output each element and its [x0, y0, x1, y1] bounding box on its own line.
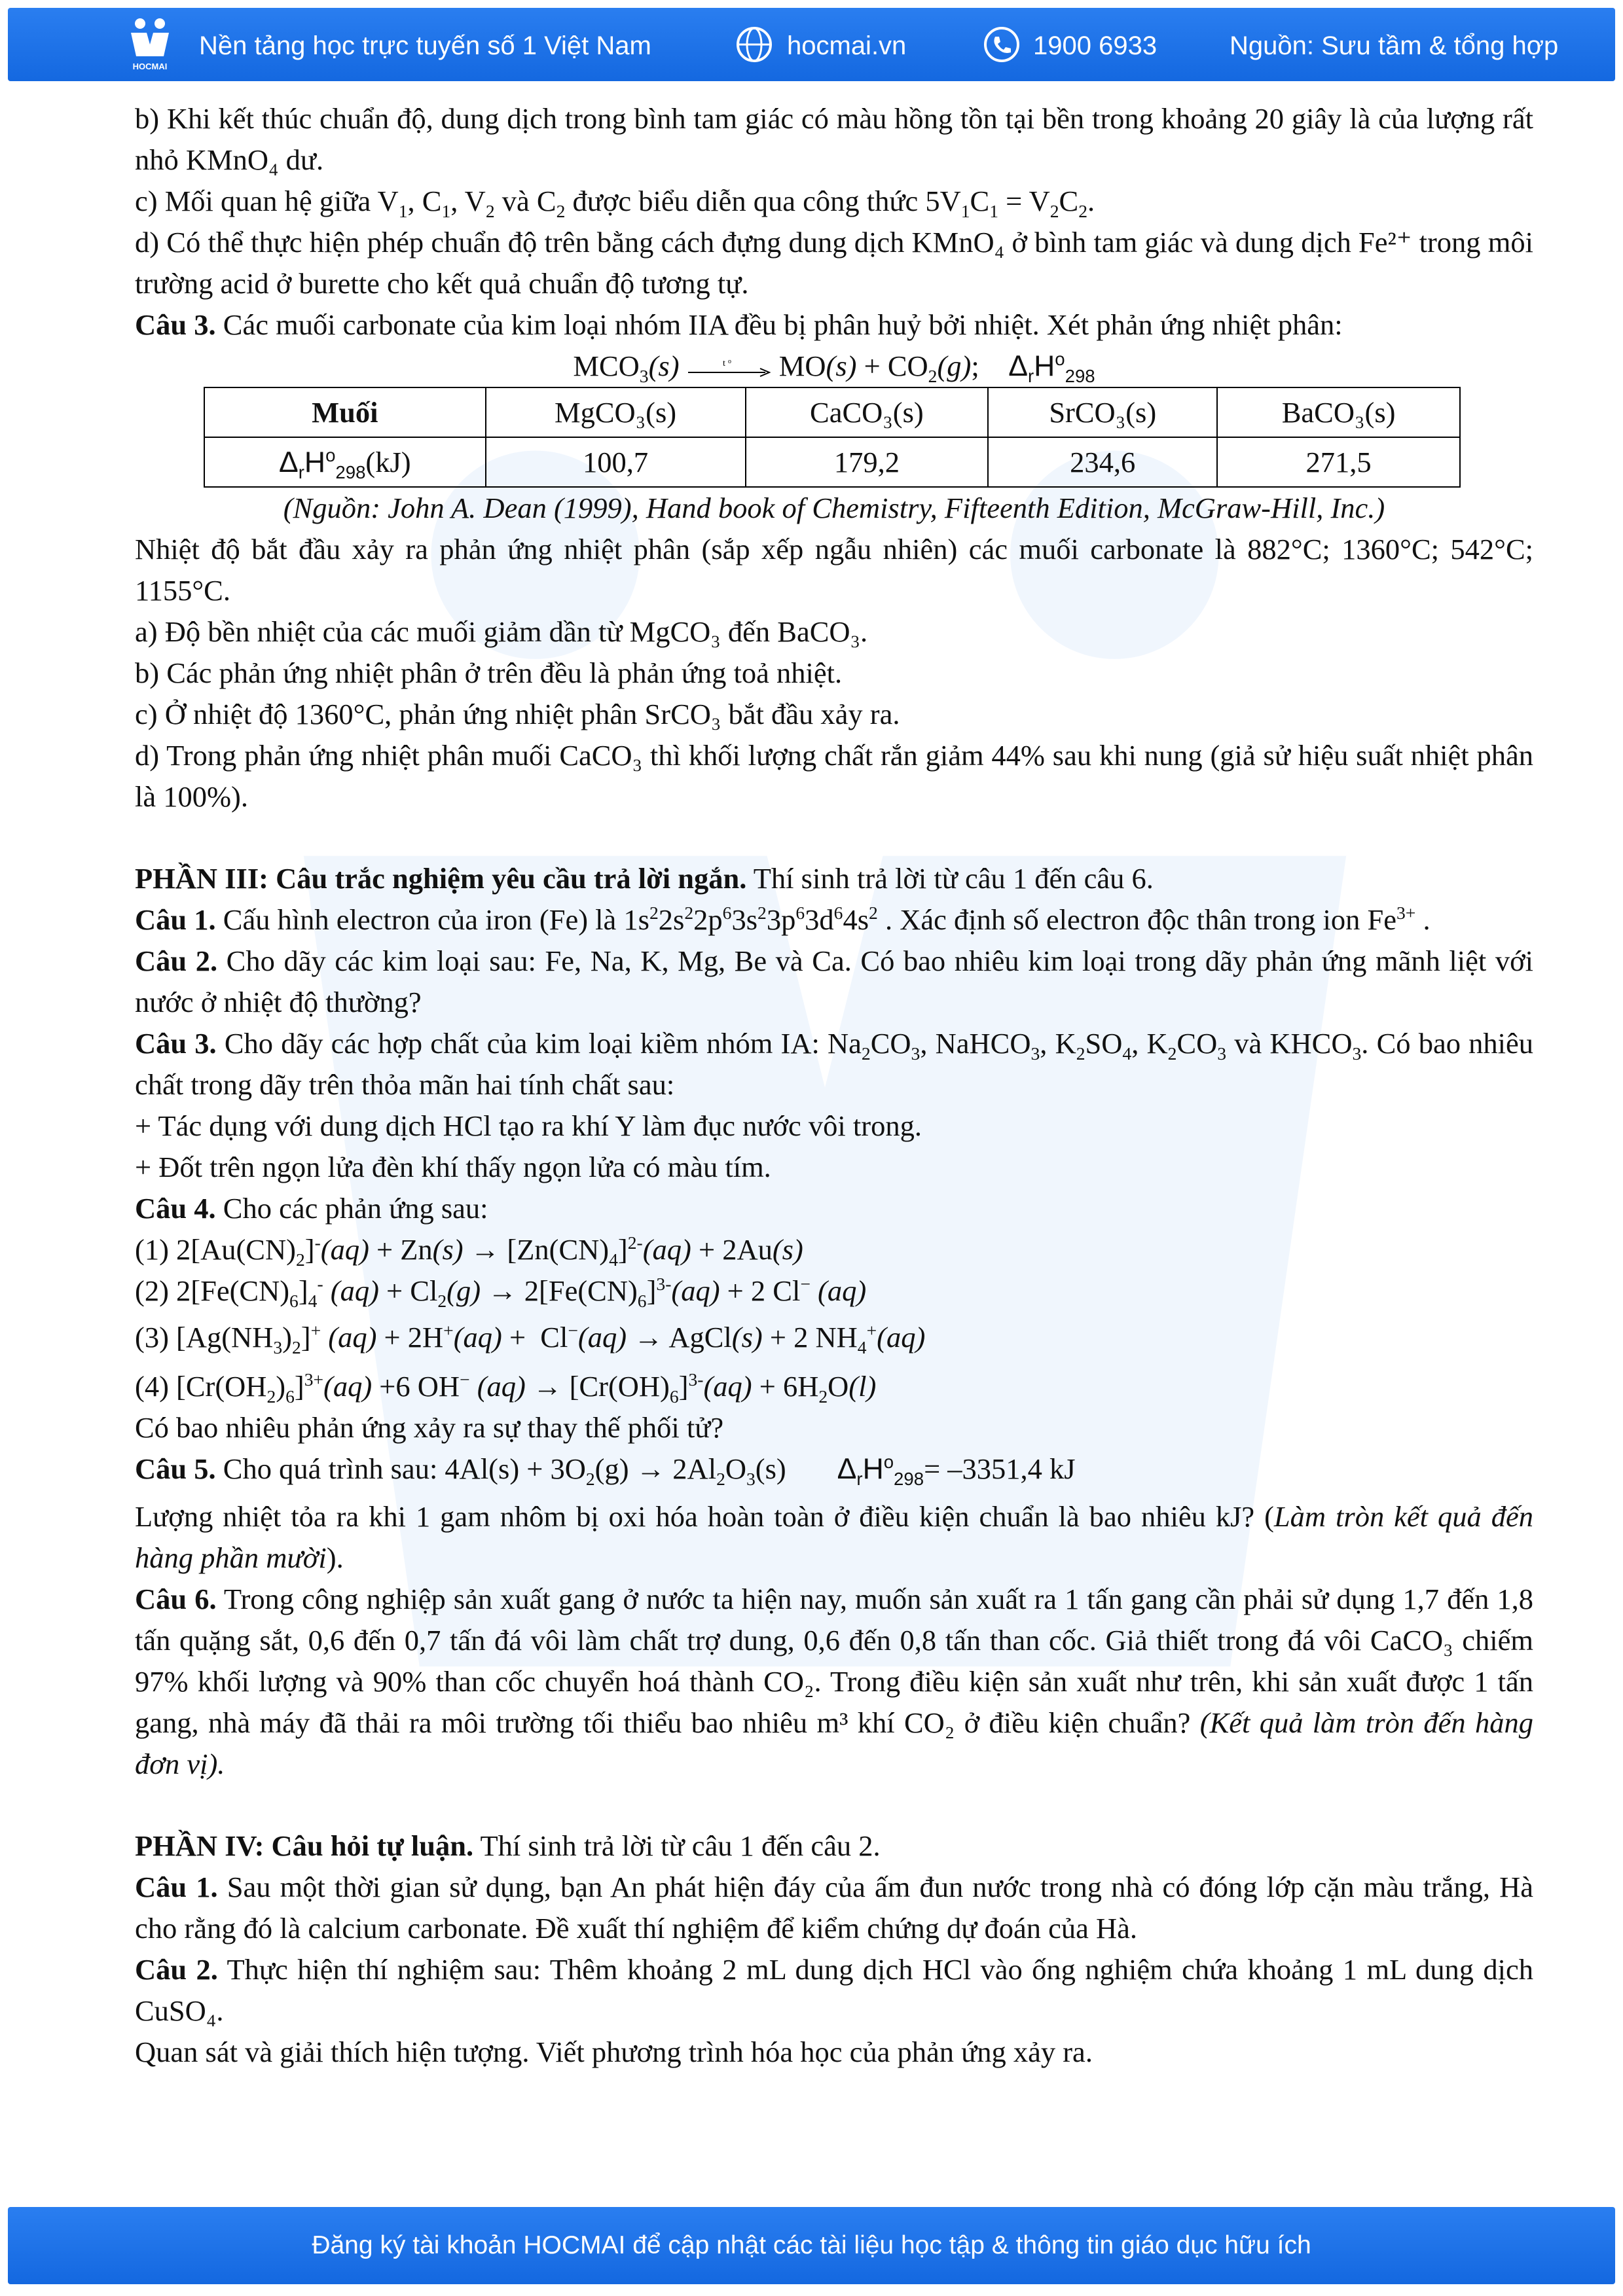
header-slogan: Nền tảng học trực tuyến số 1 Việt Nam [199, 31, 651, 60]
table-cell: 100,7 [486, 437, 746, 487]
document-body [135, 98, 1533, 2073]
part3-q2: Câu 2. Cho dãy các kim loại sau: Fe, Na, K, Mg, Be và Ca. Có bao nhiêu kim loại trong dãy phản ứng mãnh liệt với nước ở nhiệt độ thường? [135, 944, 1533, 1018]
enthalpy-table [204, 387, 1461, 488]
q2-option-d: d) Có thể thực hiện phép chuẩn độ trên bằng cách đựng dung dịch KMnO₄ ở bình tam giác và dung dịch Fe²⁺ trong môi trường acid ở burette cho kết quả chuẩn độ tương tự. [135, 226, 1533, 300]
part3-q5-question: Lượng nhiệt tỏa ra khi 1 gam nhôm bị oxi hóa hoàn toàn ở điều kiện chuẩn là bao nhiêu kJ? (Làm tròn kết quả đến hàng phần mười). [135, 1500, 1533, 1574]
part3-q3-condition-2: + Đốt trên ngọn lửa đèn khí thấy ngọn lửa có màu tím. [135, 1151, 771, 1183]
logo-text: HOCMAI [132, 62, 168, 71]
header-website-link[interactable]: hocmai.vn [787, 31, 907, 60]
part3-q3-condition-1: + Tác dụng với dung dịch HCl tạo ra khí Y làm đục nước vôi trong. [135, 1109, 922, 1142]
part4-heading: PHẦN IV: Câu hỏi tự luận. Thí sinh trả lời từ câu 1 đến câu 2. [135, 1829, 881, 1862]
part3-heading: PHẦN III: Câu trắc nghiệm yêu cầu trả lời ngắn. Thí sinh trả lời từ câu 1 đến câu 6. [135, 862, 1154, 895]
footer-bar [8, 2207, 1615, 2284]
part3-q5: Câu 5. Cho quá trình sau: $4Al(s) + 3O_2(g) \to 2Al_2O_3(s)$ $\Delta_rH^o_{298}= -3351,4$ kJ [135, 1452, 1076, 1489]
hocmai-logo-icon [127, 16, 173, 75]
header-phone: 1900 6933 [1033, 31, 1158, 60]
part4-q1: Câu 1. Sau một thời gian sử dụng, bạn An phát hiện đáy của ấm đun nước trong nhà có đóng lớp cặn màu trắng, Hà cho rằng đó là calcium carbonate. Đề xuất thí nghiệm để kiểm chứng dự đoán của Hà. [135, 1871, 1533, 1945]
arrow-icon [687, 359, 772, 379]
part3-q4-question: Có bao nhiêu phản ứng xảy ra sự thay thế phối tử? [135, 1411, 724, 1444]
table-row [204, 387, 1460, 437]
svg-text:o: o [727, 359, 731, 365]
part3-q4: Câu 4. Cho các phản ứng sau: [135, 1192, 488, 1225]
table-cell: 234,6 [988, 437, 1217, 487]
phone-icon [983, 26, 1020, 63]
table-header-cell: BaCO₃(s) [1217, 387, 1460, 437]
q3-option-c: c) Ở nhiệt độ 1360°C, phản ứng nhiệt phân SrCO₃ bắt đầu xảy ra. [135, 698, 900, 730]
reaction-2: (2) $2[Fe(CN)_6]_4^-$ $(aq) + Cl_2(g) \to 2[Fe(CN)_6]^{3-}(aq) + 2$ Cl− (aq) [135, 1274, 867, 1311]
table-header-cell: MgCO₃(s) [486, 387, 746, 437]
table-header-cell: Muối [204, 387, 486, 437]
reaction-4: (4) $[Cr(OH_2)_6]^{3+}(aq) +6$ OH− $(aq) \to [Cr(OH)_6]^{3-}(aq) + 6H_2O(l)$ [135, 1369, 877, 1407]
header-source: Nguồn: Sưu tầm & tổng hợp [1230, 31, 1559, 60]
table-source-note: (Nguồn: John A. Dean (1999), Hand book of Chemistry, Fifteenth Edition, McGraw-Hill, Inc.) [283, 492, 1385, 524]
svg-text:t: t [722, 359, 725, 368]
globe-icon [736, 26, 773, 63]
q2-option-c: c) Mối quan hệ giữa $V_1$, $C_1$, $V_2$ và $C_2$ được biểu diễn qua công thức $5V_1C_1 = V_2C_2$. [135, 185, 1095, 221]
part3-q1: Câu 1. Cấu hình electron của iron (Fe) là $1s^22s^22p^63s^23p^63d^64s^2$ . Xác định số electron độc thân trong ion $Fe^{3+}$ . [135, 903, 1431, 936]
part3-q6: Câu 6. Trong công nghiệp sản xuất gang ở nước ta hiện nay, muốn sản xuất ra 1 tấn gang cần phải sử dụng 1,7 đến 1,8 tấn quặng sắt, 0,6 đến 0,7 tấn đá vôi làm chất trợ dung, 0,6 đến 0,8 tấn than cốc. Giả thiết trong đá vôi CaCO₃ chiếm 97% khối lượng và 90% than cốc chuyển hoá thành CO₂. Trong điều kiện sản xuất như trên, khi sản xuất được 1 tấn gang, nhà máy đã thải ra môi trường tối thiểu bao nhiêu m³ khí CO₂ ở điều kiện chuẩn? (Kết quả làm tròn đến hàng đơn vị). [135, 1583, 1534, 1780]
table-cell: 179,2 [746, 437, 989, 487]
part4-q2: Câu 2. Thực hiện thí nghiệm sau: Thêm khoảng 2 mL dung dịch HCl vào ống nghiệm chứa khoảng 1 mL dung dịch CuSO₄. [135, 1953, 1533, 2027]
q3-option-d: d) Trong phản ứng nhiệt phân muối CaCO₃ thì khối lượng chất rắn giảm 44% sau khi nung (giả sử hiệu suất nhiệt phân là 100%). [135, 739, 1533, 813]
header-bar [8, 8, 1615, 81]
table-header-cell: CaCO₃(s) [746, 387, 989, 437]
q3-option-a: a) Độ bền nhiệt của các muối giảm dần từ MgCO₃ đến BaCO₃. [135, 615, 868, 648]
reaction-3: (3) $[Ag(NH_3)_2]^+$ (aq) + 2H+(aq) + Cl−(aq) → AgCl(s) + 2 $NH_4^+(aq)$ [135, 1320, 926, 1357]
part3-q3: Câu 3. Cho dãy các hợp chất của kim loại kiềm nhóm IA: $Na_2CO_3$, NaHCO$_3$, $K_2SO_4$, $K_2CO_3$ và $KHCO_3$. Có bao nhiêu chất trong dãy trên thỏa mãn hai tính chất sau: [135, 1027, 1533, 1101]
table-cell: 271,5 [1217, 437, 1460, 487]
table-header-cell: SrCO₃(s) [988, 387, 1217, 437]
table-row-label: $\Delta_rH^o_{298}(kJ)$ [204, 437, 486, 487]
q2-option-b: b) Khi kết thúc chuẩn độ, dung dịch trong bình tam giác có màu hồng tồn tại bền trong khoảng 20 giây là của lượng rất nhỏ KMnO₄ dư. [135, 102, 1533, 176]
q3-info: Nhiệt độ bắt đầu xảy ra phản ứng nhiệt phân (sắp xếp ngẫu nhiên) các muối carbonate là 882°C; 1360°C; 542°C; 1155°C. [135, 533, 1533, 607]
q3-stem: Câu 3. Các muối carbonate của kim loại nhóm IIA đều bị phân huỷ bởi nhiệt. Xét phản ứng nhiệt phân: [135, 308, 1343, 341]
part4-q2-instruction: Quan sát và giải thích hiện tượng. Viết phương trình hóa học của phản ứng xảy ra. [135, 2036, 1093, 2068]
footer-text[interactable]: Đăng ký tài khoản HOCMAI để cập nhật các tài liệu học tập & thông tin giáo dục hữu ích [312, 2231, 1311, 2259]
q3-option-b: b) Các phản ứng nhiệt phân ở trên đều là phản ứng toả nhiệt. [135, 656, 843, 689]
table-row [204, 437, 1460, 487]
thermal-decomposition-equation: $MCO_3(s)$ t o $MO(s) + CO_2(g)$; $\Delta_rH^o_{298}$ [573, 349, 1095, 386]
reaction-1: (1) $2[Au(CN)_2]^-(aq) + Zn(s) \to [Zn(CN)_4]^{2-}(aq) + 2Au(s)$ [135, 1232, 803, 1270]
